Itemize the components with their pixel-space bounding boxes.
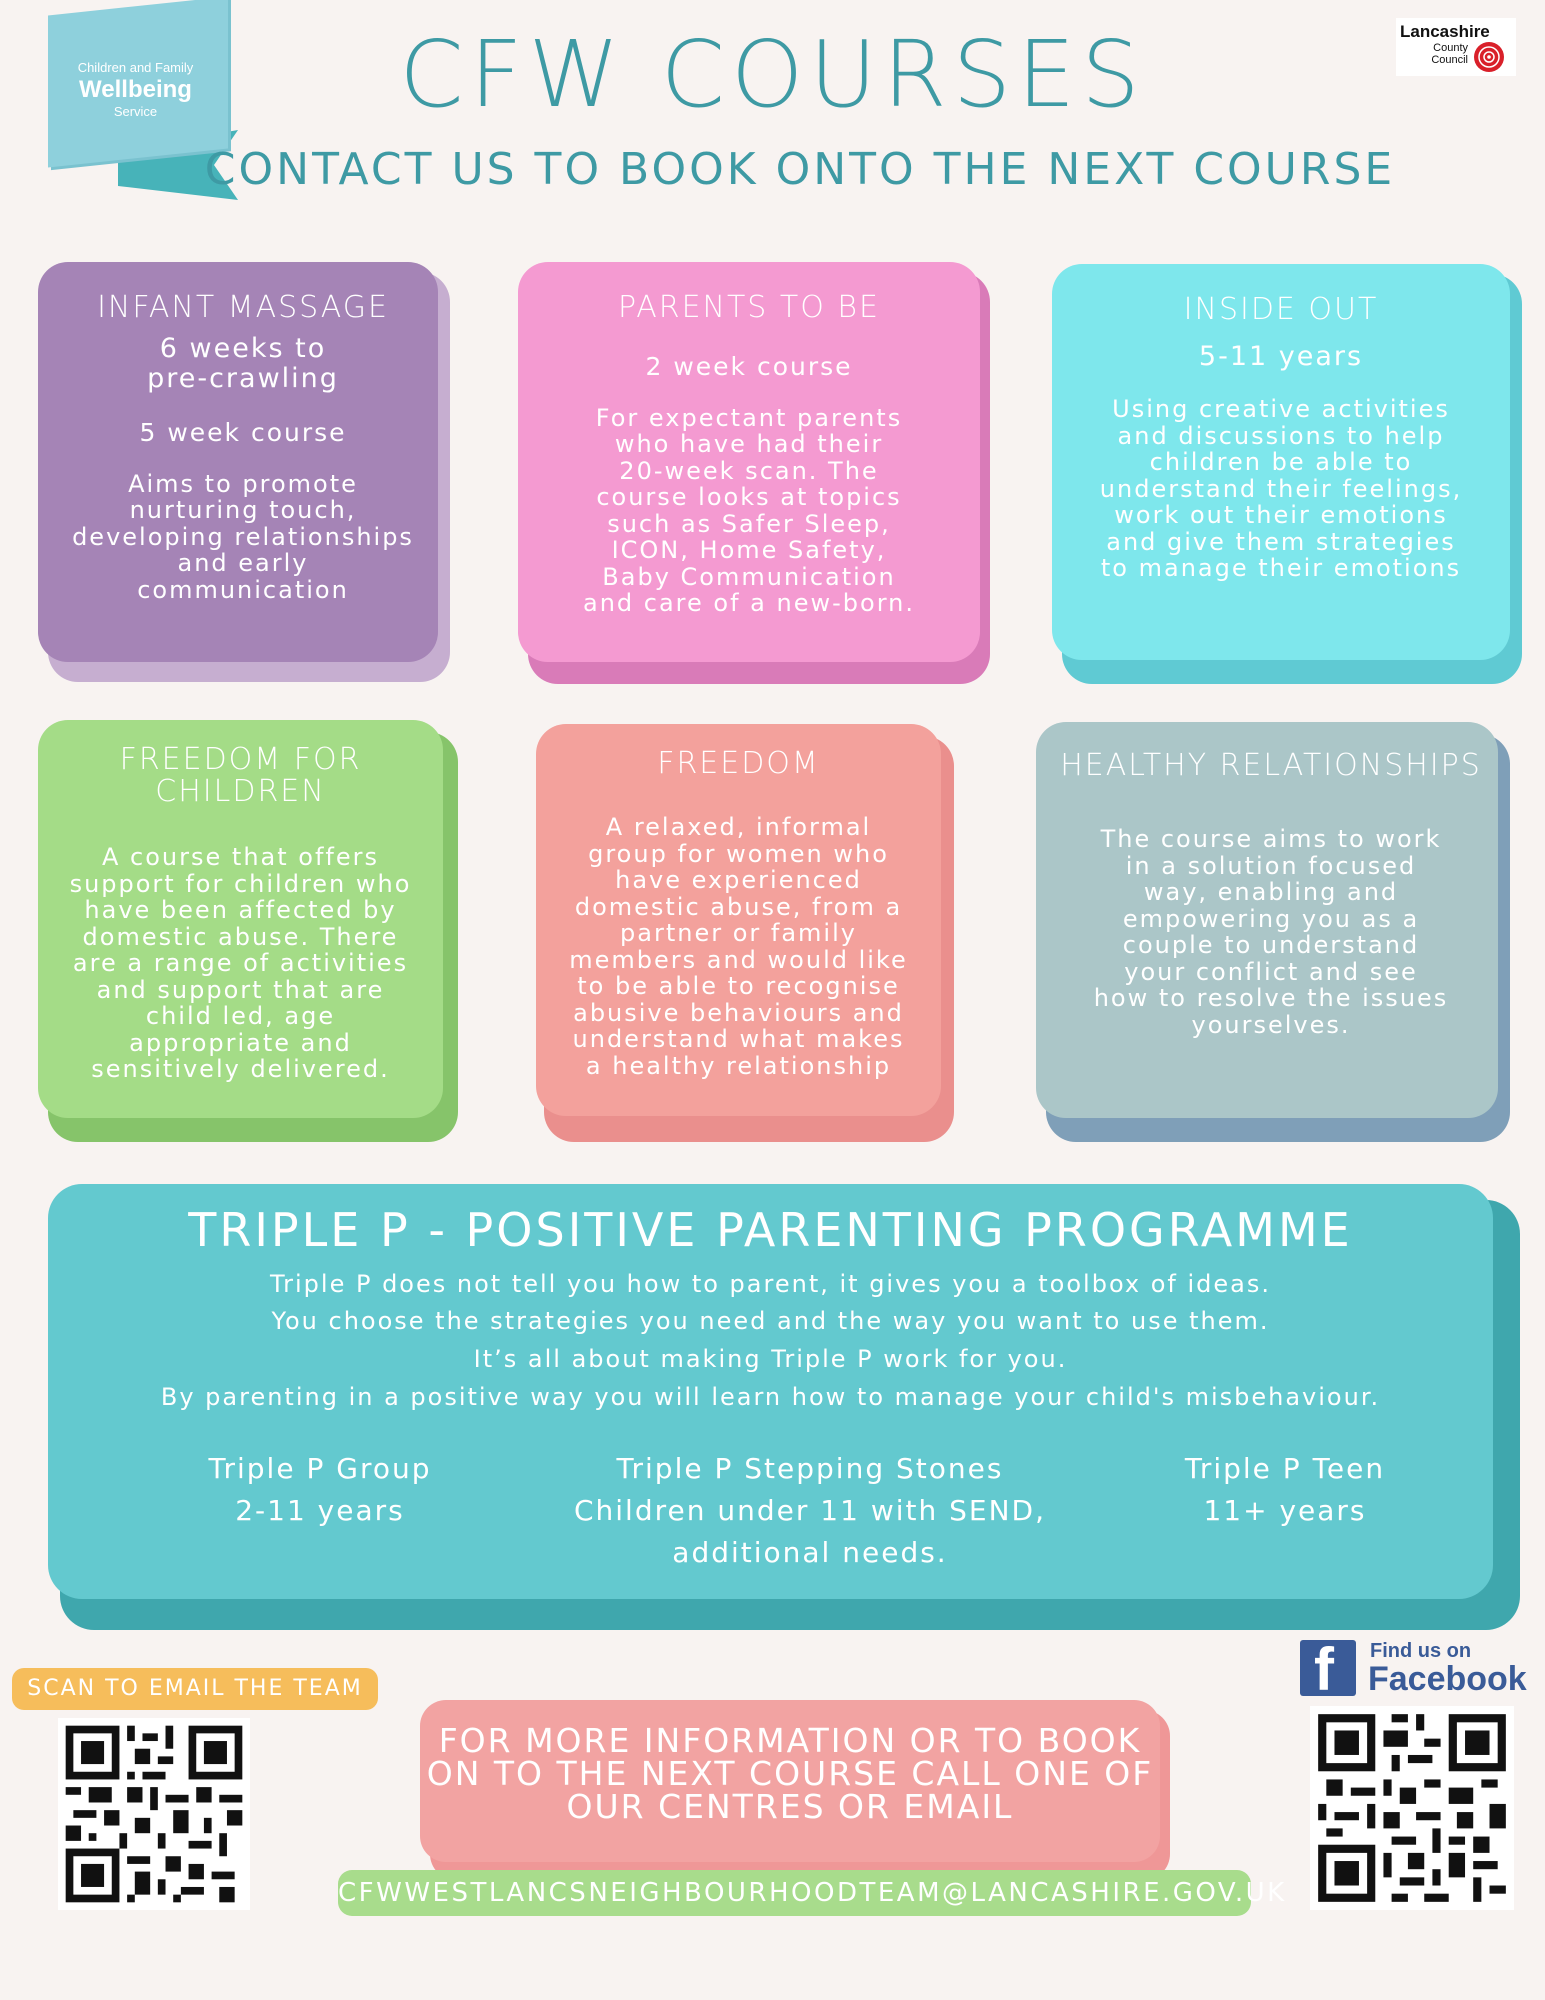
council-sub-2: Council: [1431, 54, 1468, 66]
description-line: in a solution focused: [1125, 851, 1417, 880]
description-line: have experienced: [615, 866, 862, 894]
course-card-freedom: [536, 724, 956, 1144]
logo-line-2: Wellbeing: [79, 76, 192, 103]
description-line: work out their emotions: [1114, 501, 1448, 529]
triple-p-stepping-stones: [560, 1448, 1060, 1574]
course-age-line-2: pre-crawling: [147, 363, 339, 394]
description-line: how to resolve the issues: [1093, 984, 1449, 1012]
description-line: Baby Communication: [602, 562, 896, 591]
description-line: yourselves.: [1191, 1010, 1351, 1039]
course-description: [536, 814, 941, 1079]
email-qr-code[interactable]: [58, 1718, 250, 1910]
programme-detail: Children under 11 with SEND,: [573, 1494, 1046, 1527]
description-line: A course that offers: [102, 843, 379, 871]
card-content: [38, 720, 443, 1083]
info-line: ON TO THE NEXT COURSE CALL ONE OF: [426, 1754, 1154, 1793]
description-line: A relaxed, informal: [605, 813, 872, 841]
description-line: to manage their emotions: [1100, 554, 1462, 582]
description-line: For expectant parents: [595, 403, 903, 432]
card-content: [518, 262, 980, 617]
programme-name: Triple P Stepping Stones: [616, 1452, 1004, 1485]
description-line: empowering you as a: [1122, 904, 1420, 933]
course-card-infant-massage: [38, 262, 448, 680]
card-content: [536, 724, 941, 1079]
description-line: way, enabling and: [1143, 878, 1399, 906]
council-name: Lancashire: [1400, 22, 1490, 41]
programme-detail: additional needs.: [672, 1536, 948, 1569]
triple-p-teen: [1120, 1448, 1450, 1532]
description-line: course looks at topics: [596, 483, 902, 511]
description-line: members and would like: [569, 945, 908, 974]
triple-p-intro-line: By parenting in a positive way you will learn how to manage your child's misbehaviour.: [160, 1383, 1381, 1411]
description-line: The course aims to work: [1100, 825, 1442, 853]
description-line: child led, age: [145, 1002, 336, 1030]
triple-p-intro-line: It’s all about making Triple P work for you.: [473, 1345, 1068, 1373]
triple-p-group: [160, 1448, 480, 1532]
course-age-line-1: 6 weeks to: [159, 333, 327, 364]
email-link[interactable]: CFWWESTLANCSNEIGHBOURHOODTEAM@LANCASHIRE.GOV.UK: [338, 1870, 1251, 1916]
description-line: children be able to: [1149, 448, 1413, 476]
course-title: FREEDOM: [657, 746, 820, 781]
description-line: and discussions to help: [1117, 421, 1445, 450]
page-title: CFW COURSES: [399, 21, 1146, 128]
course-description: [518, 405, 980, 617]
logo-line-1: Children and Family: [77, 60, 194, 75]
triple-p-intro-line: You choose the strategies you need and the way you want to use them.: [271, 1307, 1270, 1335]
course-title: INFANT MASSAGE: [97, 290, 389, 325]
course-card-parents-to-be: [518, 262, 990, 682]
info-line: FOR MORE INFORMATION OR TO BOOK: [438, 1721, 1142, 1760]
description-line: domestic abuse. There: [82, 922, 399, 951]
facebook-link[interactable]: [1300, 1636, 1527, 1703]
description-line: developing relationships: [72, 522, 414, 551]
description-line: couple to understand: [1122, 931, 1420, 959]
card-content: [1036, 722, 1506, 1038]
lancashire-council-logo: [1396, 18, 1516, 76]
course-description: [38, 844, 443, 1083]
description-line: who have had their: [614, 430, 884, 458]
course-duration: 5 week course: [139, 418, 347, 447]
course-card-healthy-relationships: [1036, 722, 1512, 1144]
description-line: your conflict and see: [1124, 957, 1418, 986]
description-line: are a range of activities: [72, 949, 409, 977]
programme-detail: 2-11 years: [235, 1494, 405, 1527]
page-subtitle: CONTACT US TO BOOK ONTO THE NEXT COURSE: [204, 144, 1396, 195]
course-card-inside-out: [1052, 264, 1524, 684]
description-line: understand what makes: [572, 1025, 905, 1053]
description-line: Aims to promote: [128, 469, 358, 498]
description-line: ICON, Home Safety,: [611, 536, 887, 564]
description-line: and support that are: [96, 975, 385, 1004]
booking-info: [420, 1721, 1160, 1826]
course-duration: 2 week course: [645, 352, 853, 381]
programme-detail: 11+ years: [1203, 1494, 1367, 1527]
description-line: such as Safer Sleep,: [607, 509, 891, 538]
facebook-find-label: Find us on: [1370, 1640, 1472, 1662]
description-line: and early: [177, 549, 309, 577]
facebook-wordmark: Facebook: [1368, 1660, 1527, 1698]
council-sub: [1418, 42, 1468, 66]
description-line: and care of a new-born.: [583, 589, 915, 617]
description-line: partner or family: [620, 919, 857, 947]
course-title: INSIDE OUT: [1183, 292, 1379, 327]
course-description: [38, 471, 448, 604]
description-line: 20-week scan. The: [619, 456, 879, 485]
programme-name: Triple P Teen: [1184, 1452, 1386, 1485]
description-line: have been affected by: [84, 896, 397, 924]
logo-line-3: Service: [113, 104, 158, 119]
description-line: and give them strategies: [1106, 527, 1456, 556]
info-line: OUR CENTRES OR EMAIL: [566, 1787, 1014, 1826]
description-line: Using creative activities: [1112, 395, 1450, 423]
course-description: [1036, 826, 1506, 1038]
description-line: abusive behaviours and: [573, 998, 904, 1027]
triple-p-title: TRIPLE P - POSITIVE PARENTING PROGRAMME: [188, 1203, 1353, 1257]
course-age: 5-11 years: [1198, 341, 1364, 372]
description-line: communication: [137, 575, 349, 604]
card-content: [38, 262, 448, 603]
description-line: appropriate and: [129, 1028, 352, 1057]
course-title-line-2: CHILDREN: [155, 774, 326, 809]
course-title: PARENTS TO BE: [618, 290, 880, 325]
course-title: HEALTHY RELATIONSHIPS: [1060, 748, 1482, 783]
description-line: a healthy relationship: [585, 1051, 892, 1080]
card-content: [1052, 264, 1510, 582]
description-line: to be able to recognise: [577, 972, 900, 1000]
course-description: [1052, 396, 1510, 582]
description-line: group for women who: [588, 839, 889, 868]
programme-name: Triple P Group: [208, 1452, 432, 1485]
description-line: understand their feelings,: [1099, 474, 1463, 503]
description-line: support for children who: [69, 869, 412, 898]
council-sub-1: County: [1433, 42, 1468, 54]
description-line: domestic abuse, from a: [574, 892, 903, 921]
triple-p-intro-line: Triple P does not tell you how to parent, it gives you a toolbox of ideas.: [270, 1270, 1271, 1298]
description-line: nurturing touch,: [129, 496, 357, 524]
facebook-qr-code[interactable]: [1310, 1706, 1514, 1910]
red-rose-icon: [1472, 40, 1506, 74]
scan-email-label: SCAN TO EMAIL THE TEAM: [12, 1668, 378, 1710]
course-card-freedom-for-children: [38, 720, 458, 1144]
course-title-line-1: FREEDOM FOR: [119, 742, 362, 777]
description-line: sensitively delivered.: [91, 1055, 390, 1083]
facebook-icon: f: [1300, 1640, 1356, 1696]
